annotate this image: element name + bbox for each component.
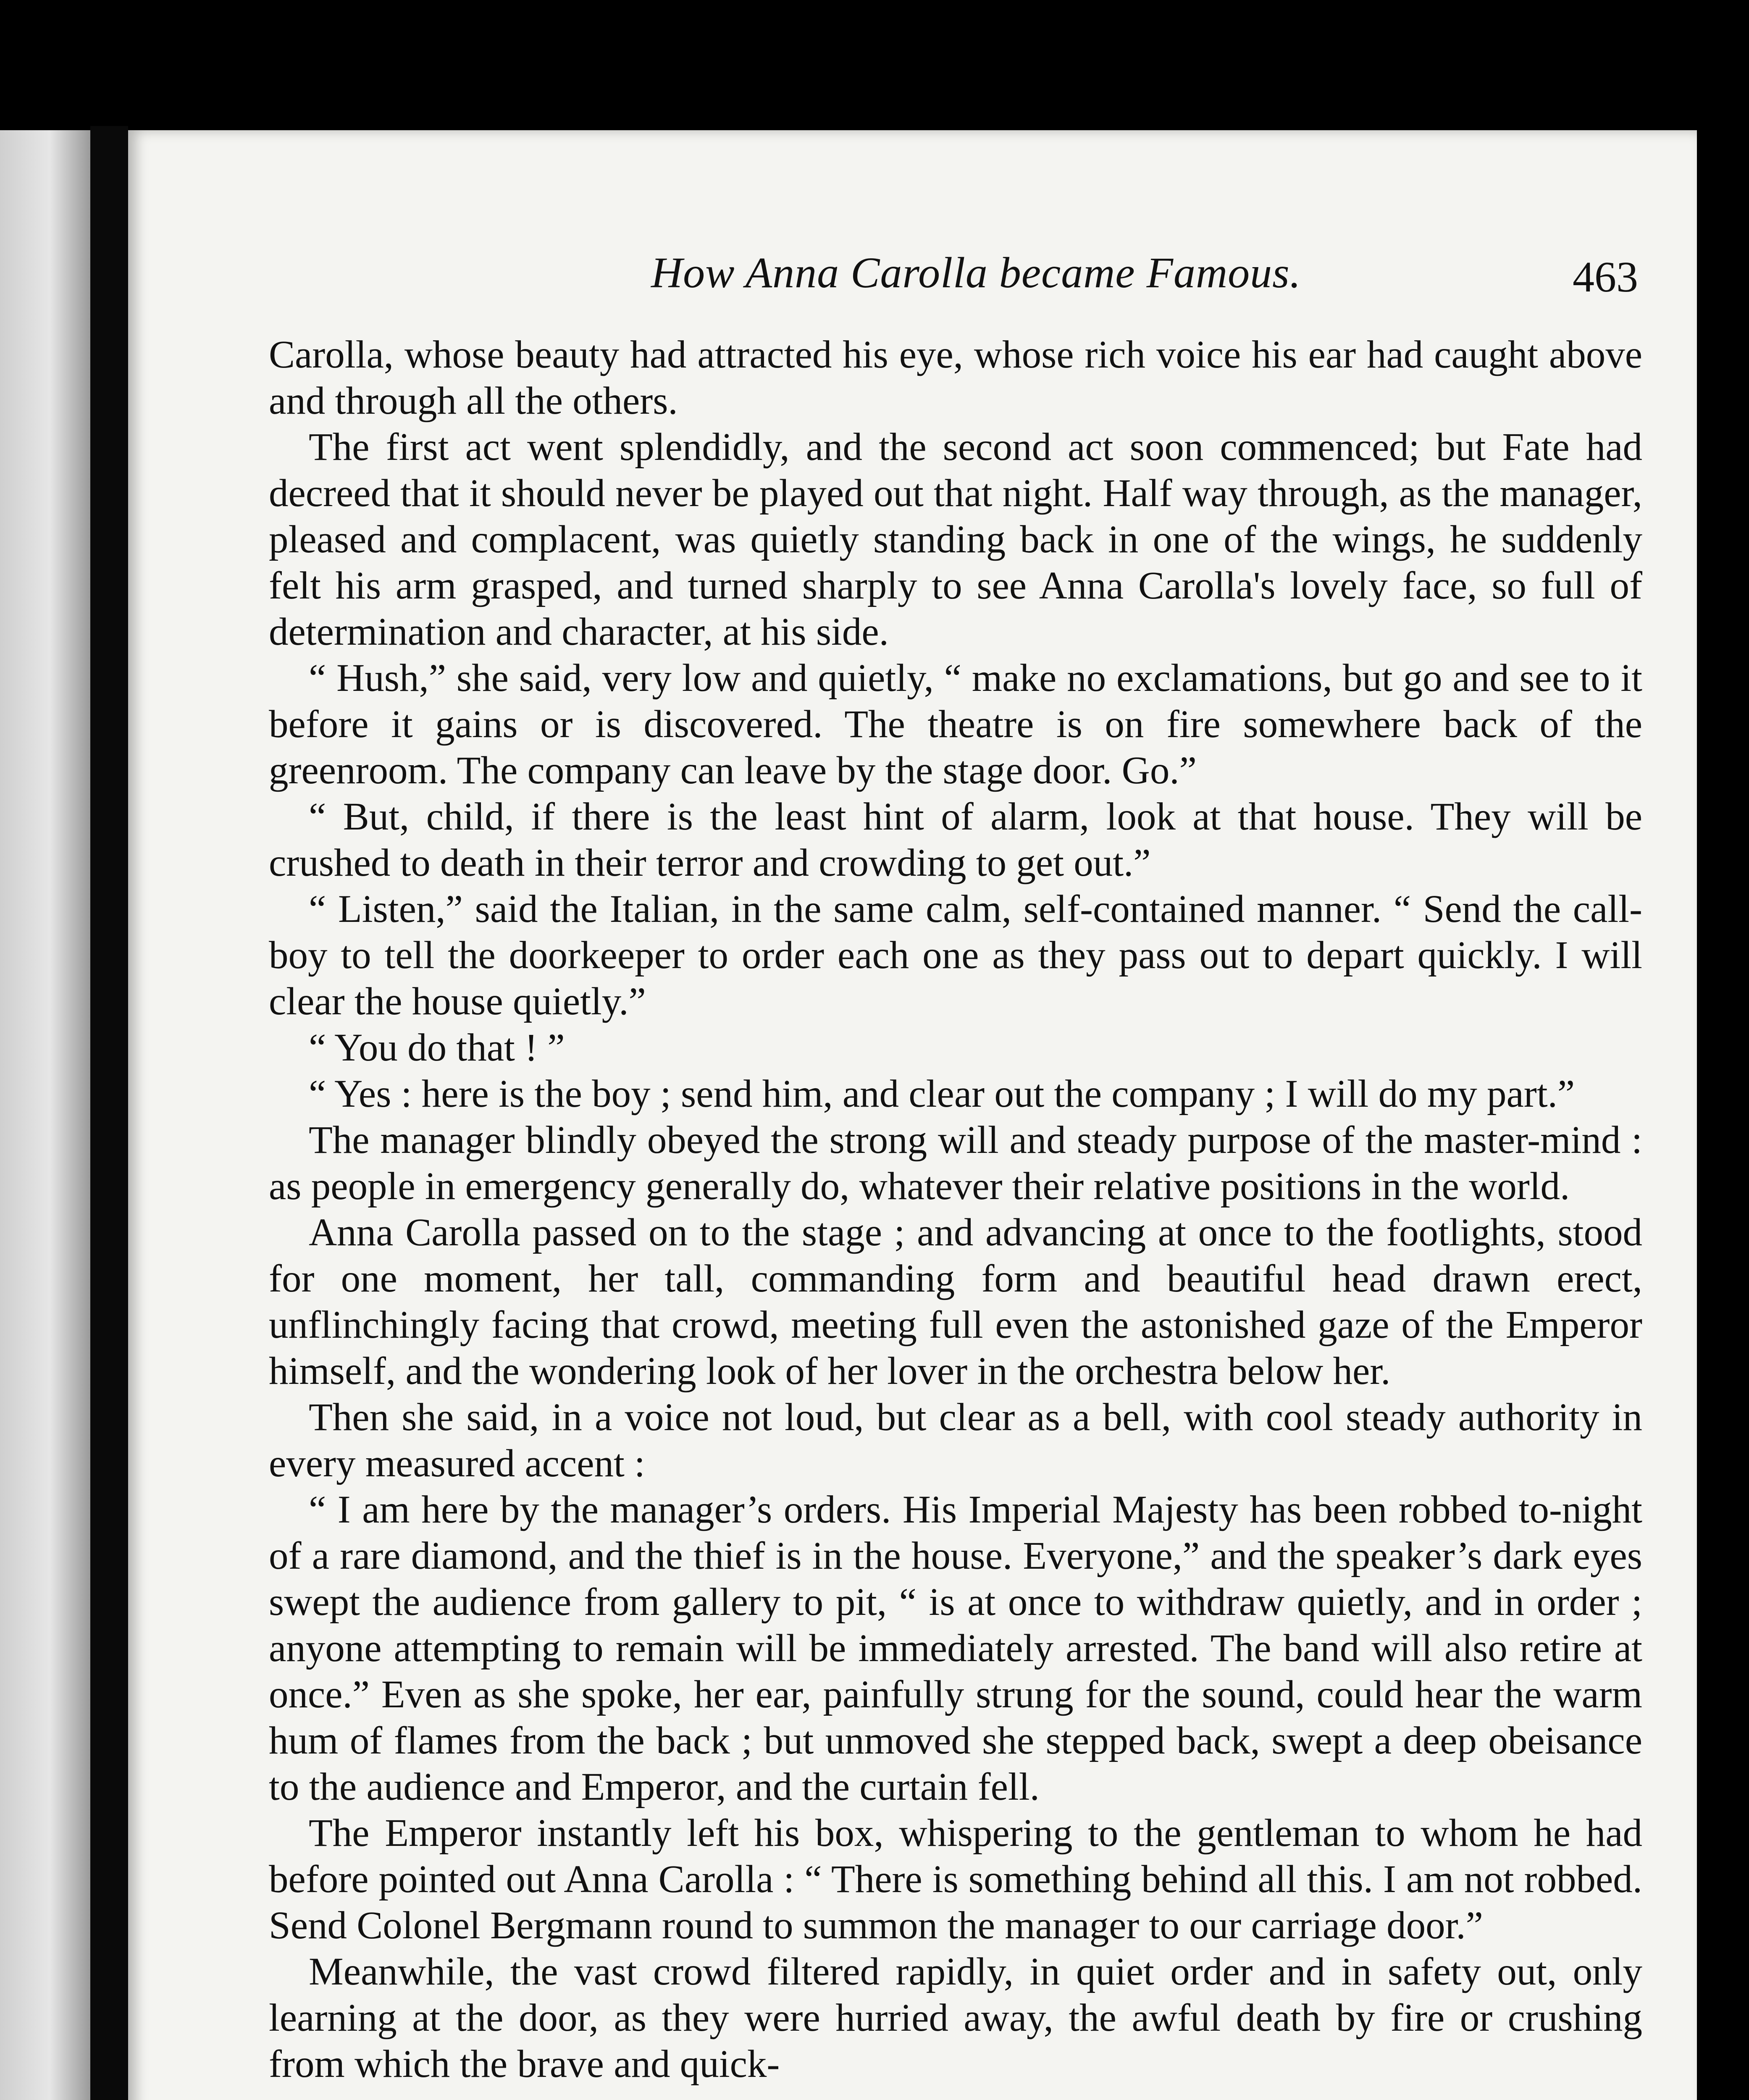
page-number: 463	[1573, 253, 1638, 301]
book-gutter	[90, 126, 128, 2100]
paragraph: Carolla, whose beauty had attracted his eye, whose rich voice his ear had caught above and through all the others.	[269, 333, 1642, 423]
paragraph: Meanwhile, the vast crowd filtered rapidly, in quiet order and in safety out, only learning at the door, as they were hurried away, the awful death by fire or crushing from which the brave and quick-	[269, 1950, 1642, 2086]
paragraph: The first act went splendidly, and the second act soon commenced; but Fate had decreed that it should never be played out that night. Half way through, as the manager, pleased and complacent, was quietly standing back in one of the wings, he suddenly felt his arm grasped, and turned sharply to see Anna Carolla's lovely face, so full of determination and character, at his side.	[269, 425, 1642, 654]
paragraph: “ But, child, if there is the least hint of alarm, look at that house. They will be crushed to death in their terror and crowding to get out.”	[269, 795, 1642, 885]
book-page	[128, 130, 1697, 2100]
paragraph: “ Listen,” said the Italian, in the same calm, self-contained manner. “ Send the call-boy to tell the doorkeeper to order each one as they pass out to depart quickly. I will clear the house quietly.”	[269, 887, 1642, 1023]
running-title: How Anna Carolla became Famous.	[651, 249, 1301, 297]
paragraph: “ I am here by the manager’s orders. His Imperial Majesty has been robbed to-night of a rare diamond, and the thief is in the house. Everyone,” and the speaker’s dark eyes swept the audience from gallery to pit, “ is at once to withdraw quietly, and in order ; anyone attempting to remain will be immediately arrested. The band will also retire at once.” Even as she spoke, her ear, painfully strung for the sound, could hear the warm hum of flames from the back ; but unmoved she stepped back, swept a deep obeisance to the audience and Emperor, and the curtain fell.	[269, 1488, 1642, 1809]
paragraph: “ Yes : here is the boy ; send him, and clear out the company ; I will do my part.”	[309, 1072, 1575, 1116]
facing-page-edge	[0, 130, 90, 2100]
paragraph: Then she said, in a voice not loud, but clear as a bell, with cool steady authority in every measured accent :	[269, 1396, 1642, 1485]
paragraph: “ Hush,” she said, very low and quietly, “ make no exclamations, but go and see to it before it gains or is discovered. The theatre is on fire somewhere back of the greenroom. The company can leave by the stage door. Go.”	[269, 656, 1642, 792]
paragraph: “ You do that ! ”	[309, 1026, 565, 1069]
paragraph: The Emperor instantly left his box, whispering to the gentleman to whom he had before pointed out Anna Carolla : “ There is something behind all this. I am not robbed. Send Colonel Bergmann round to summon the manager to our carriage door.”	[269, 1811, 1642, 1947]
paragraph: The manager blindly obeyed the strong will and steady purpose of the master-mind : as people in emergency generally do, whatever their relative positions in the world.	[269, 1118, 1642, 1208]
body-text	[269, 332, 1642, 2087]
running-head	[529, 239, 1647, 307]
paragraph: Anna Carolla passed on to the stage ; and advancing at once to the footlights, stood for one moment, her tall, commanding form and beautiful head drawn erect, unflinchingly facing that crowd, meeting full even the astonished gaze of the Emperor himself, and the wondering look of her lover in the orchestra below her.	[269, 1211, 1642, 1393]
